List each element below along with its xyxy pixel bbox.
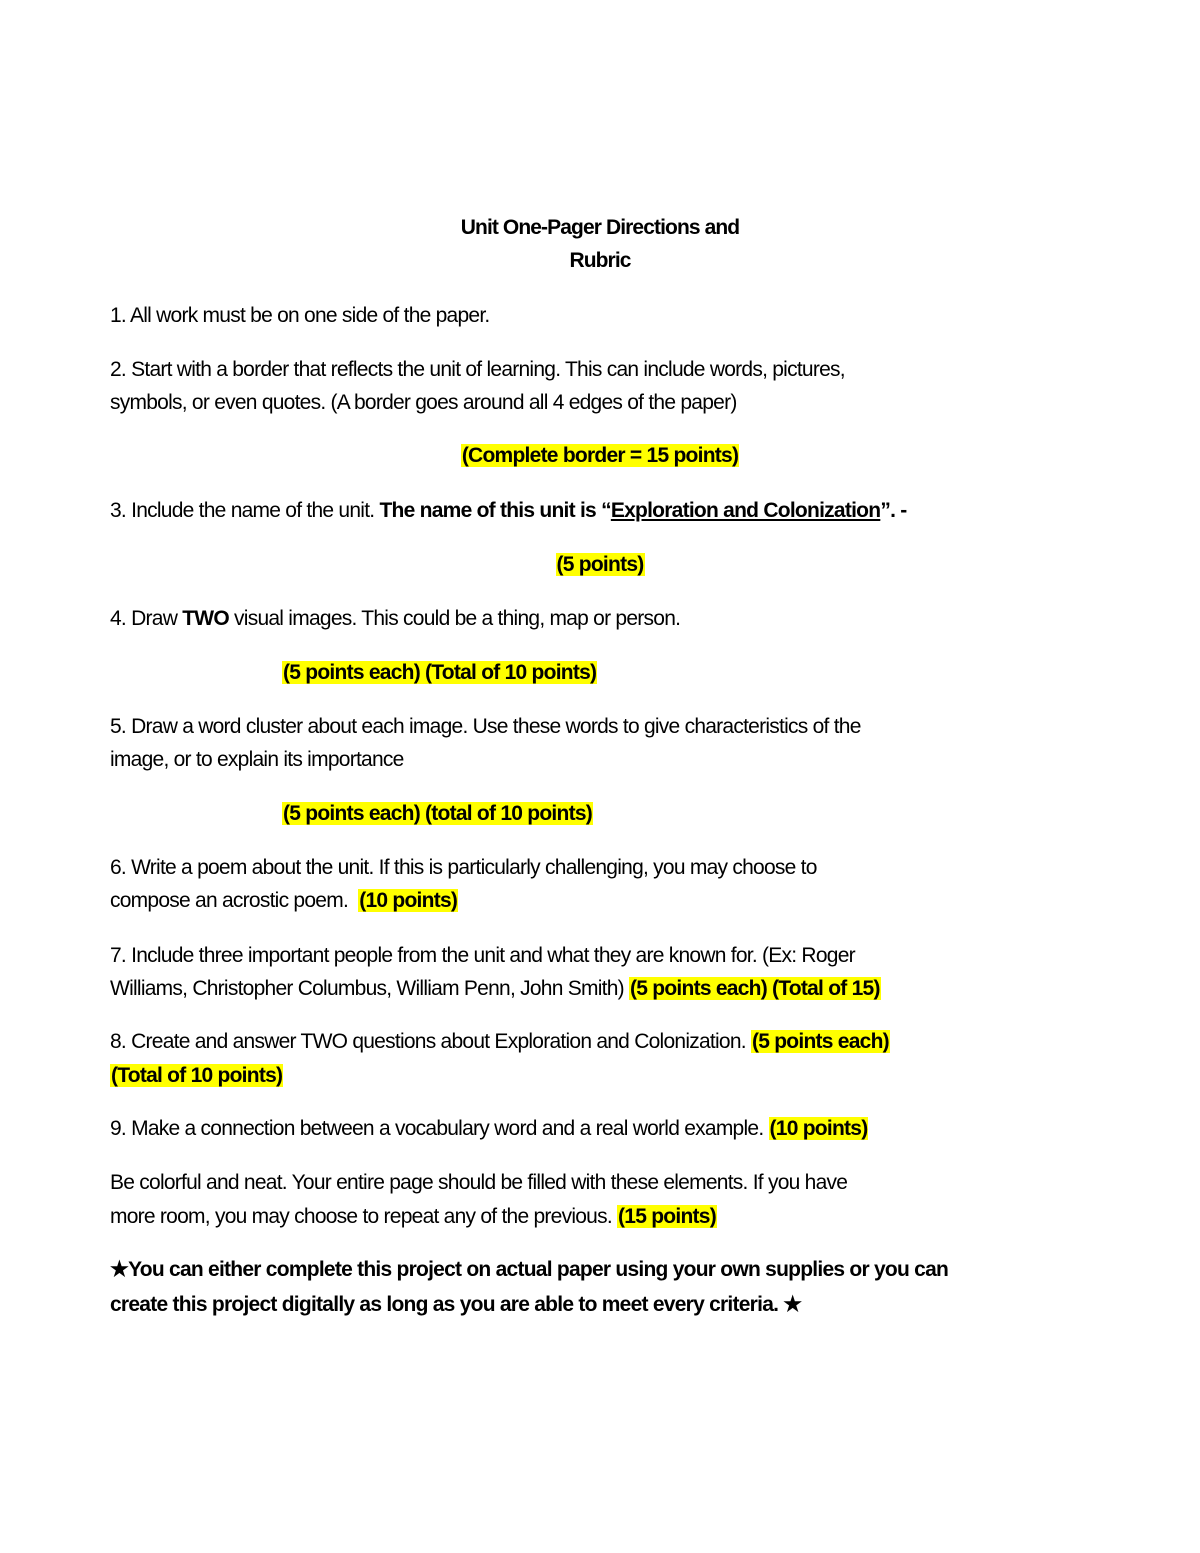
item-2-line-2: symbols, or even quotes. (A border goes around all 4 edges of the paper)	[110, 391, 737, 414]
item-text: Write a poem about the unit. If this is particularly challenging, you may choose to	[131, 856, 817, 879]
item-text: Start with a border that reflects the unit of learning. This can include words, pictures,	[131, 358, 845, 381]
item-number: 4.	[110, 607, 127, 630]
item-4-points	[282, 660, 597, 686]
item-7-line-2	[110, 976, 881, 1002]
item-text: Include three important people from the unit and what they are known for. (Ex: Roger	[131, 944, 855, 967]
points-highlight: (Total of 10 points)	[111, 1064, 283, 1087]
unit-name: Exploration and Colonization	[610, 499, 881, 522]
closing-text: more room, you may choose to repeat any of the previous.	[110, 1205, 618, 1228]
item-5-points	[282, 801, 593, 827]
item-9	[110, 1116, 868, 1142]
item-bold-text: The name of this unit is “	[379, 499, 611, 522]
item-5-line-1	[110, 714, 861, 740]
item-7-line-1	[110, 943, 855, 969]
note-text: create this project digitally as long as you are able to meet every criteria.	[110, 1293, 784, 1316]
item-6-line-1	[110, 855, 817, 881]
item-text: Make a connection between a vocabulary word and a real world example.	[131, 1117, 769, 1140]
item-3	[110, 498, 907, 524]
points-highlight: (5 points each)	[751, 1030, 889, 1053]
closing-line-1: Be colorful and neat. Your entire page should be filled with these elements. If you have	[110, 1171, 848, 1194]
item-text: Draw	[131, 607, 183, 630]
item-2-line-1	[110, 357, 845, 383]
points-highlight: (5 points each) (Total of 15)	[630, 977, 880, 1000]
item-2-points	[0, 443, 1200, 469]
points-highlight: (5 points)	[556, 553, 644, 576]
item-text: Create and answer TWO questions about Exploration and Colonization.	[131, 1030, 751, 1053]
item-number: 7.	[110, 944, 127, 967]
page-title-line-1: Unit One-Pager Directions and	[460, 216, 740, 239]
page-title-line-2: Rubric	[569, 249, 631, 272]
item-bold-word: TWO	[182, 607, 229, 630]
closing-line-2	[110, 1204, 717, 1230]
item-text: compose an acrostic poem.	[110, 889, 359, 912]
item-4	[110, 606, 680, 632]
item-number: 3.	[110, 499, 127, 522]
item-number: 5.	[110, 715, 127, 738]
item-6-line-2	[110, 888, 458, 914]
item-text: All work must be on one side of the paper.	[129, 304, 490, 327]
item-number: 1.	[110, 304, 127, 327]
note-line-2	[110, 1292, 801, 1318]
item-text: Draw a word cluster about each image. Use these words to give characteristics of the	[131, 715, 861, 738]
item-text-post: visual images. This could be a thing, map or person.	[228, 607, 681, 630]
item-1	[110, 303, 490, 329]
points-highlight: (5 points each) (total of 10 points)	[283, 802, 593, 825]
points-highlight: (5 points each) (Total of 10 points)	[283, 661, 597, 684]
item-text: Williams, Christopher Columbus, William Penn, John Smith)	[110, 977, 629, 1000]
item-text: Include the name of the unit.	[131, 499, 380, 522]
item-number: 2.	[110, 358, 127, 381]
note-line-1	[110, 1257, 948, 1283]
star-icon: ★	[783, 1293, 802, 1316]
item-3-points	[0, 552, 1200, 578]
star-icon: ★	[110, 1258, 129, 1281]
points-highlight: (10 points)	[359, 889, 458, 912]
note-text: You can either complete this project on actual paper using your own supplies or you can	[128, 1258, 949, 1281]
points-highlight: (15 points)	[618, 1205, 716, 1228]
item-8-line-1	[110, 1029, 890, 1055]
item-number: 6.	[110, 856, 127, 879]
item-8-line-2	[110, 1063, 283, 1089]
points-highlight: (10 points)	[769, 1117, 868, 1140]
item-bold-suffix: ”. -	[880, 499, 907, 522]
item-number: 8.	[110, 1030, 127, 1053]
points-highlight: (Complete border = 15 points)	[461, 444, 739, 467]
item-number: 9.	[110, 1117, 127, 1140]
item-5-line-2: image, or to explain its importance	[110, 748, 404, 771]
